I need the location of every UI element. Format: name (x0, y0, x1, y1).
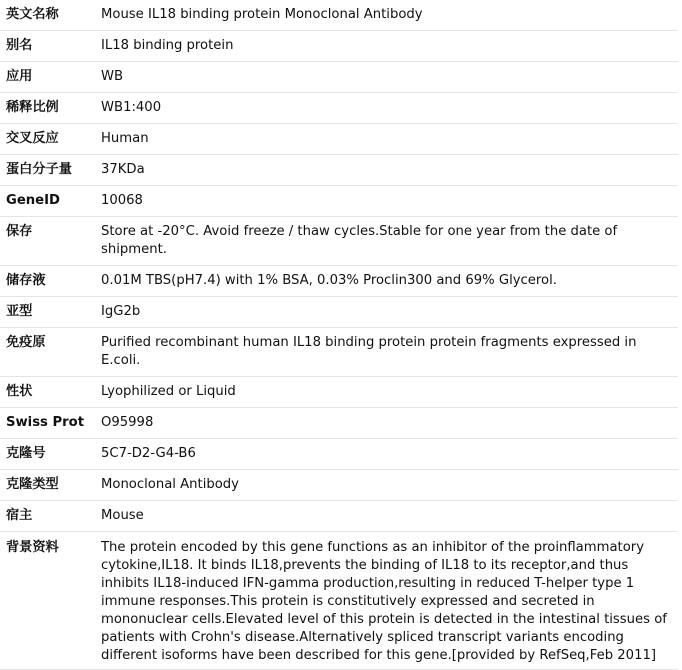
spec-value: IL18 binding protein (101, 31, 678, 62)
spec-label: 免疫原 (0, 328, 101, 377)
spec-value: O95998 (101, 408, 678, 439)
spec-label: 储存液 (0, 266, 101, 297)
spec-value: 10068 (101, 186, 678, 217)
spec-value: 37KDa (101, 155, 678, 186)
spec-label: 应用 (0, 62, 101, 93)
spec-value: Mouse (101, 501, 678, 532)
spec-label: 背景资料 (0, 532, 101, 670)
spec-label: 宿主 (0, 501, 101, 532)
spec-value: Lyophilized or Liquid (101, 377, 678, 408)
spec-value: 5C7-D2-G4-B6 (101, 439, 678, 470)
spec-row-alias (0, 31, 678, 62)
spec-value: IgG2b (101, 297, 678, 328)
spec-value (101, 532, 678, 670)
spec-row-english-name (0, 0, 678, 31)
spec-value: Mouse IL18 binding protein Monoclonal Antibody (101, 0, 678, 31)
spec-row-buffer (0, 266, 678, 297)
spec-value: WB (101, 62, 678, 93)
spec-label: 英文名称 (0, 0, 101, 31)
spec-row-swiss-prot (0, 408, 678, 439)
spec-value: WB1:400 (101, 93, 678, 124)
spec-row-storage (0, 217, 678, 266)
spec-row-clonality (0, 470, 678, 501)
background-description: The protein encoded by this gene functions as an inhibitor of the proinflammatory cytokine,IL18. It binds IL18,prevents the binding of IL18 to its receptor,and thus inhibits IL18-induced IFN-gamma production,resulting in reduced T-helper type 1 immune responses.This protein is constitutively expressed and secreted in mononuclear cells.Elevated level of this protein is detected in the intestinal tissues of patients with Crohn's disease.Alternatively spliced transcript variants encoding different isoforms have been described for this gene.[provided by RefSeq,Feb 2011] (101, 540, 667, 663)
spec-label: 保存 (0, 217, 101, 266)
spec-row-application (0, 62, 678, 93)
spec-row-form (0, 377, 678, 408)
spec-row-isotype (0, 297, 678, 328)
spec-label: Swiss Prot (0, 408, 101, 439)
spec-label: 克隆类型 (0, 470, 101, 501)
spec-row-dilution (0, 93, 678, 124)
spec-value: Purified recombinant human IL18 binding protein protein fragments expressed in E.coli. (101, 328, 678, 377)
spec-row-immunogen (0, 328, 678, 377)
spec-label: 克隆号 (0, 439, 101, 470)
spec-value: Store at -20°C. Avoid freeze / thaw cycles.Stable for one year from the date of shipment. (101, 217, 678, 266)
spec-row-gene-id (0, 186, 678, 217)
spec-value: Monoclonal Antibody (101, 470, 678, 501)
spec-row-host (0, 501, 678, 532)
spec-value: 0.01M TBS(pH7.4) with 1% BSA, 0.03% Proclin300 and 69% Glycerol. (101, 266, 678, 297)
spec-label: 交叉反应 (0, 124, 101, 155)
spec-label: GeneID (0, 186, 101, 217)
spec-label: 性状 (0, 377, 101, 408)
spec-row-reactivity (0, 124, 678, 155)
spec-row-background (0, 532, 678, 670)
spec-label: 别名 (0, 31, 101, 62)
spec-label: 蛋白分子量 (0, 155, 101, 186)
spec-label: 亚型 (0, 297, 101, 328)
spec-row-molecular-weight (0, 155, 678, 186)
spec-value: Human (101, 124, 678, 155)
spec-label: 稀释比例 (0, 93, 101, 124)
spec-row-clone-number (0, 439, 678, 470)
